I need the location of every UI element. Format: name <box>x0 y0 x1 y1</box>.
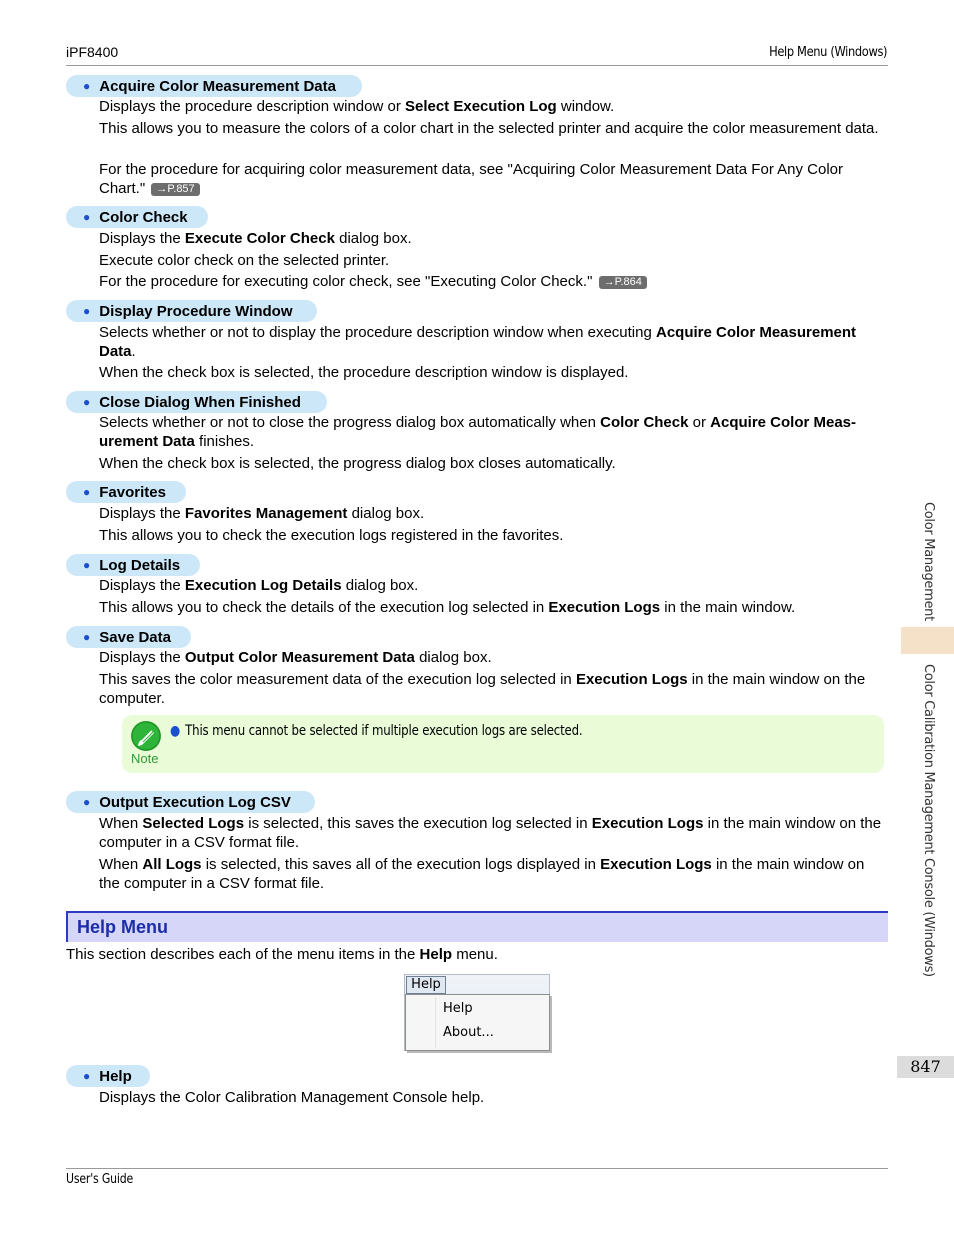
page-reference-link[interactable]: →P.857 <box>151 183 199 196</box>
note-box <box>122 715 884 773</box>
header-divider <box>66 65 888 66</box>
paragraph: This allows you to check the details of the execution log selected in Execution Logs in the main window. <box>99 599 796 616</box>
bullet-icon: ● <box>83 795 91 809</box>
paragraph: For the procedure for acquiring color measurement data, see "Acquiring Color Measurement Data For Any Color Chart." →P.857 <box>99 161 844 197</box>
bullet-icon: ● <box>170 723 181 739</box>
section-heading-bar <box>66 911 888 942</box>
paragraph: Displays the Execute Color Check dialog box. <box>99 230 412 247</box>
paragraph: Selects whether or not to display the procedure description window when executing Acquire Color Measurement Data. <box>99 324 857 360</box>
menu-tab-help: Help <box>406 976 446 994</box>
bullet-icon: ● <box>83 79 91 93</box>
bullet-icon: ● <box>83 395 91 409</box>
sidebar-section: Color Calibration Management Console (Windows) <box>921 664 936 977</box>
paragraph: Selects whether or not to close the progress dialog box automatically when Color Check or Acquire Color Meas-urement Data finishes. <box>99 414 857 450</box>
bullet-icon: ● <box>83 558 91 572</box>
paragraph: When the check box is selected, the progress dialog box closes automatically. <box>99 455 616 472</box>
note-text: ● This menu cannot be selected if multiple execution logs are selected. <box>170 723 583 739</box>
paragraph: Execute color check on the selected printer. <box>99 252 390 269</box>
page-number: 847 <box>897 1056 954 1078</box>
paragraph: Displays the procedure description window or Select Execution Log window. <box>99 98 615 115</box>
header-section: Help Menu (Windows) <box>768 45 887 60</box>
paragraph: Displays the Favorites Management dialog box. <box>99 505 425 522</box>
item-heading-color-check: ● Color Check <box>66 206 208 228</box>
item-heading-log-details: ● Log Details <box>66 554 200 576</box>
paragraph: Displays the Execution Log Details dialog box. <box>99 577 419 594</box>
menu-separator <box>435 997 436 1048</box>
section-title: Help Menu <box>77 917 169 937</box>
paragraph: This saves the color measurement data of the execution log selected in Execution Logs in the main window on the computer. <box>99 671 866 707</box>
note-pencil-icon <box>131 721 161 751</box>
paragraph: Displays the Output Color Measurement Data dialog box. <box>99 649 492 666</box>
paragraph: This allows you to measure the colors of a color chart in the selected printer and acquire the color measurement data. <box>99 120 879 137</box>
paragraph: Displays the Color Calibration Management Console help. <box>99 1089 485 1106</box>
paragraph: When the check box is selected, the procedure description window is displayed. <box>99 364 629 381</box>
sidebar-chapter: Color Management <box>921 502 936 621</box>
menu-item-about: About... <box>443 1025 494 1040</box>
item-heading-save-data: ● Save Data <box>66 626 191 648</box>
item-heading-acquire: ● Acquire Color Measurement Data <box>66 75 362 97</box>
paragraph: When Selected Logs is selected, this saves the execution log selected in Execution Logs in the main window on the computer in a CSV format file. <box>99 815 882 851</box>
item-heading-favorites: ● Favorites <box>66 481 186 503</box>
bullet-icon: ● <box>83 210 91 224</box>
help-menu-screenshot <box>404 974 550 1051</box>
section-intro: This section describes each of the menu items in the Help menu. <box>66 946 498 963</box>
header-product: iPF8400 <box>66 44 119 60</box>
menu-item-help: Help <box>443 1001 473 1016</box>
page-reference-link[interactable]: →P.864 <box>599 276 647 289</box>
bullet-icon: ● <box>83 304 91 318</box>
item-heading-display-procedure-window: ● Display Procedure Window <box>66 300 317 322</box>
paragraph: This allows you to check the execution logs registered in the favorites. <box>99 527 564 544</box>
paragraph: For the procedure for executing color check, see "Executing Color Check." →P.864 <box>99 273 889 292</box>
bullet-icon: ● <box>83 485 91 499</box>
menu-dropdown <box>405 994 550 1051</box>
paragraph: When All Logs is selected, this saves all of the execution logs displayed in Execution Logs in the main window on the computer in a CSV format file. <box>99 856 865 892</box>
footer-guide: User's Guide <box>66 1172 134 1187</box>
bullet-icon: ● <box>83 1069 91 1083</box>
sidebar-marker <box>901 627 954 654</box>
item-heading-close-dialog: ● Close Dialog When Finished <box>66 391 327 413</box>
item-heading-help: ● Help <box>66 1065 150 1087</box>
item-heading-output-execution-log-csv: ● Output Execution Log CSV <box>66 791 315 813</box>
bullet-icon: ● <box>83 630 91 644</box>
note-label: Note <box>131 751 159 766</box>
footer-divider <box>66 1168 888 1169</box>
